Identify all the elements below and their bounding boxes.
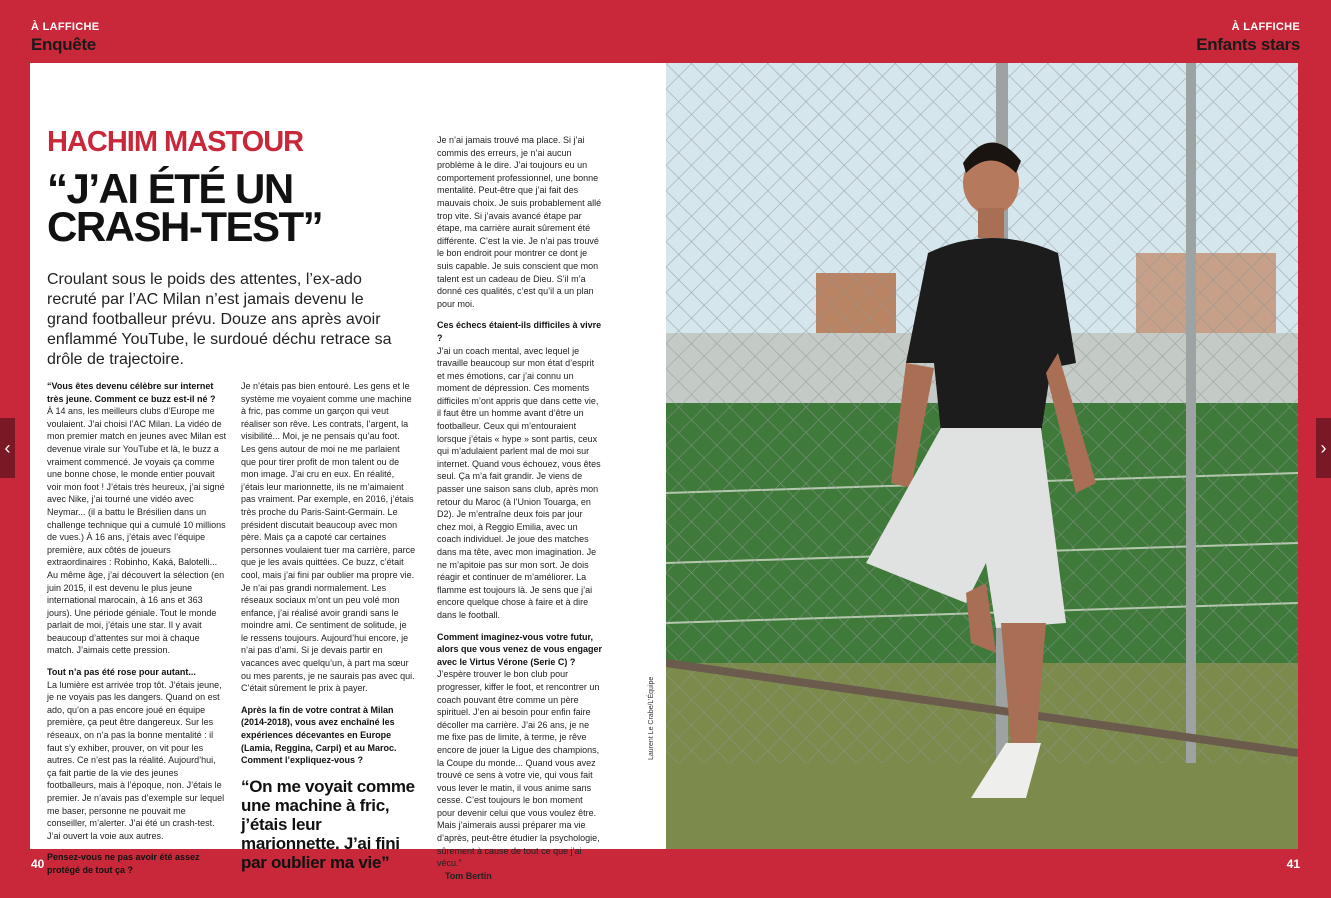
header-section: Enquête	[31, 35, 96, 54]
header-rubric: À LAFFICHE	[31, 21, 100, 33]
interview-answer: À 14 ans, les meilleurs clubs d’Europe me voulaient. J’ai choisi l’AC Milan. La vidéo de mon premier match en jeunes avec Milan est devenue virale sur YouTube et là, le buzz a vraiment commencé. Je voyais ça comme une bonne chose, le monde entier pouvait voir mon foot ! J’étais très heureux, j’ai signé avec Nike, j’ai tourné une vidéo avec Neymar... (il a battu le Brésilien dans un challenge technique qui a cumulé 10 millions de vues.) À 16 ans, j’étais avec l’équipe première, aux côtés de joueurs extraordinaires : Robinho, Kaká, Balotelli... Au même âge, j’ai découvert la sélection (en juin 2015, il est devenu le plus jeune international marocain, à 16 ans et 363 jours). Une période géniale. Tout le monde parlait de moi, j’étais une star. Il y avait beaucoup d’attentes sur moi à chaque match. J’aimais cette pression.	[47, 406, 227, 656]
author-signature	[437, 870, 603, 883]
interview-answer: Je n’ai jamais trouvé ma place. Si j’ai commis des erreurs, je n’ai aucun problème à le dire. J’ai toujours eu un comportement professionnel, une bonne mentalité. Peut-être que j’ai fait des mauvais choix. Je suis probablement allé trop vite. Si j’avais avancé étape par étape, ma carrière aurait sûrement été différente. C’est la vie. Je n’ai pas trouvé le bon endroit pour montrer ce dont je suis capable. Je suis conscient que mon talent est un cadeau de Dieu. S’il m’a donné ces qualités, c’est qu’il a un plan pour moi.	[437, 135, 602, 309]
text-column-2	[241, 380, 416, 872]
interview-answer: J’ai un coach mental, avec lequel je travaille beaucoup sur mon état d’esprit et mes émotions, car j’ai connu un moment de dépression. Ces moments difficiles m’ont appris que dans cette vie, il faut être un homme avant d’être un footballeur. Ceux qui m’entouraient lorsque j’étais « hype » sont partis, ceux qui m’adulaient parlent mal de moi sur internet. Quand vous échouez, vous êtes seul. Ça m’a fait grandir. Je viens de passer une saison sans club, après mon retour du Maroc (à l’Union Touarga, en D2). Je m’entraîne deux fois par jour chez moi, à Reggio Emilia, avec un coach individuel. Je joue des matches dans ma tête, avec mon imagination. Je ne m’apitoie pas sur mon sort. Je dois réagir et continuer de m’améliorer. La flamme est toujours là. Je sens que j’ai encore quelque chose à faire et à dire dans le football.	[437, 345, 601, 620]
text-column-1	[47, 380, 227, 877]
page-number-right: 41	[1286, 857, 1300, 871]
previous-page-button[interactable]	[0, 418, 15, 478]
author-name: Tom Bertin	[444, 870, 492, 881]
running-header-right	[1196, 22, 1300, 53]
text-column-3	[437, 134, 603, 882]
interview-question: Ces échecs étaient-ils difficiles à vivre ?	[437, 320, 602, 343]
headline-line: CRASH-TEST”	[47, 203, 323, 250]
running-header-left	[31, 22, 99, 53]
headline-line: “J’AI ÉTÉ UN	[47, 165, 293, 212]
chevron-right-icon: ›	[1320, 437, 1327, 458]
chevron-left-icon: ‹	[4, 437, 11, 458]
page-number-left: 40	[31, 857, 45, 871]
article-lead: Croulant sous le poids des attentes, l’ex-ado recruté par l’AC Milan n’est jamais devenu le grand footballeur prévu. Douze ans après avoir enflammé YouTube, le surdoué déchu retrace sa drôle de trajectoire.	[47, 271, 392, 368]
next-page-button[interactable]	[1316, 418, 1331, 478]
article-kicker: HACHIM MASTOUR	[47, 126, 304, 158]
interview-answer: La lumière est arrivée trop tôt. J’étais jeune, je ne voyais pas les dangers. Quand on est ado, qu’on a pas encore joué en équipe première, ça peut être dangereux. Sur les réseaux, on n’a pas la bonne mentalité : il faut s’y exhiber, prouver, on vit pour les autres. Ce n’est pas la réalité. Aujourd’hui, ça fait partie de la vie des jeunes footballeurs, mais à l’époque, non. J’étais le premier. Je n’avais pas d’exemple sur lequel me baser, personne ne pouvait me conseiller, m’alerter. J’ai été un crash-test. J’ai ouvert la voie aux autres.	[47, 679, 225, 841]
article-headline	[47, 165, 427, 250]
photo-credit: Laurent Le Crabe/L’Équipe	[648, 676, 655, 760]
interview-question: “Vous êtes devenu célèbre sur internet très jeune. Comment ce buzz est-il né ?	[47, 381, 216, 404]
interview-question: Pensez-vous ne pas avoir été assez protégé de tout ça ?	[47, 852, 200, 875]
signature-dot-icon: ●	[437, 870, 443, 881]
interview-question: Après la fin de votre contrat à Milan (2014-2018), vous avez enchaîné les expériences décevantes en Europe (Lamia, Reggina, Carpi) et au Maroc. Comment l’expliquez-vous ?	[241, 704, 397, 766]
header-rubric: À LAFFICHE	[1231, 21, 1300, 33]
photo-illustration	[666, 63, 1298, 849]
header-section: Enfants stars	[1196, 35, 1300, 54]
interview-answer: J’espère trouver le bon club pour progresser, kiffer le foot, et rencontrer un coach pouvant être comme un père spirituel. J’en ai besoin pour enfin faire décoller ma carrière. J’ai 26 ans, je ne me fixe pas de limite, à terme, je rêve encore de jouer la Ligue des champions, la Coupe du monde... Quand vous avez trouvé ce sens à votre vie, qui vous fait vous lever le matin, il vous anime sans cesse. C’est toujours le bon moment pour devenir celui que vous voulez être. Mais j’aimerais aussi préparer ma vie d’après, peut-être étudier la psychologie, sûrement à cause de tout ce que j’ai vécu.”	[437, 669, 600, 869]
pull-quote: “On me voyait comme une machine à fric, j’étais leur marionnette. J’ai fini par oublier ma vie”	[241, 776, 415, 872]
interview-answer: Je n’étais pas bien entouré. Les gens et le système me voyaient comme une machine à fric, pas comme un garçon qui veut réaliser son rêve. Les contrats, l’argent, la visibilité... Moi, je ne pensais qu’au foot. Les gens autour de moi ne me parlaient que pour tirer profit de mon talent ou de mon image. J’ai cru en eux. En réalité, j’étais leur marionnette, ils ne m’aimaient pas vraiment. Par exemple, en 2016, j’étais très proche du Paris-Saint-Germain. Le président discutait beaucoup avec mon père. Mais ça a capoté car certaines personnes voulaient tuer ma carrière, parce que je les avais quittées. Ce buzz, c’était cool, mais j’ai fini par oublier ma propre vie. Je n’ai pas grandi normalement. Les réseaux sociaux m’ont un peu volé mon enfance, j’ai réalisé avoir grandi sans le moindre ami. Ce sentiment de solitude, je le ressens toujours. Aujourd’hui encore, je n’ai pas d’ami. Si je devais partir en vacances avec quelqu’un, à part ma sœur ou mes parents, je ne saurais pas avec qui. C’était sûrement le prix à payer.	[241, 381, 416, 694]
interview-question: Comment imaginez-vous votre futur, alors que vous venez de vous engager avec le Virtus Vérone (Serie C) ?	[437, 631, 603, 667]
portrait-photo	[666, 63, 1298, 849]
interview-question: Tout n’a pas été rose pour autant...	[47, 667, 196, 678]
